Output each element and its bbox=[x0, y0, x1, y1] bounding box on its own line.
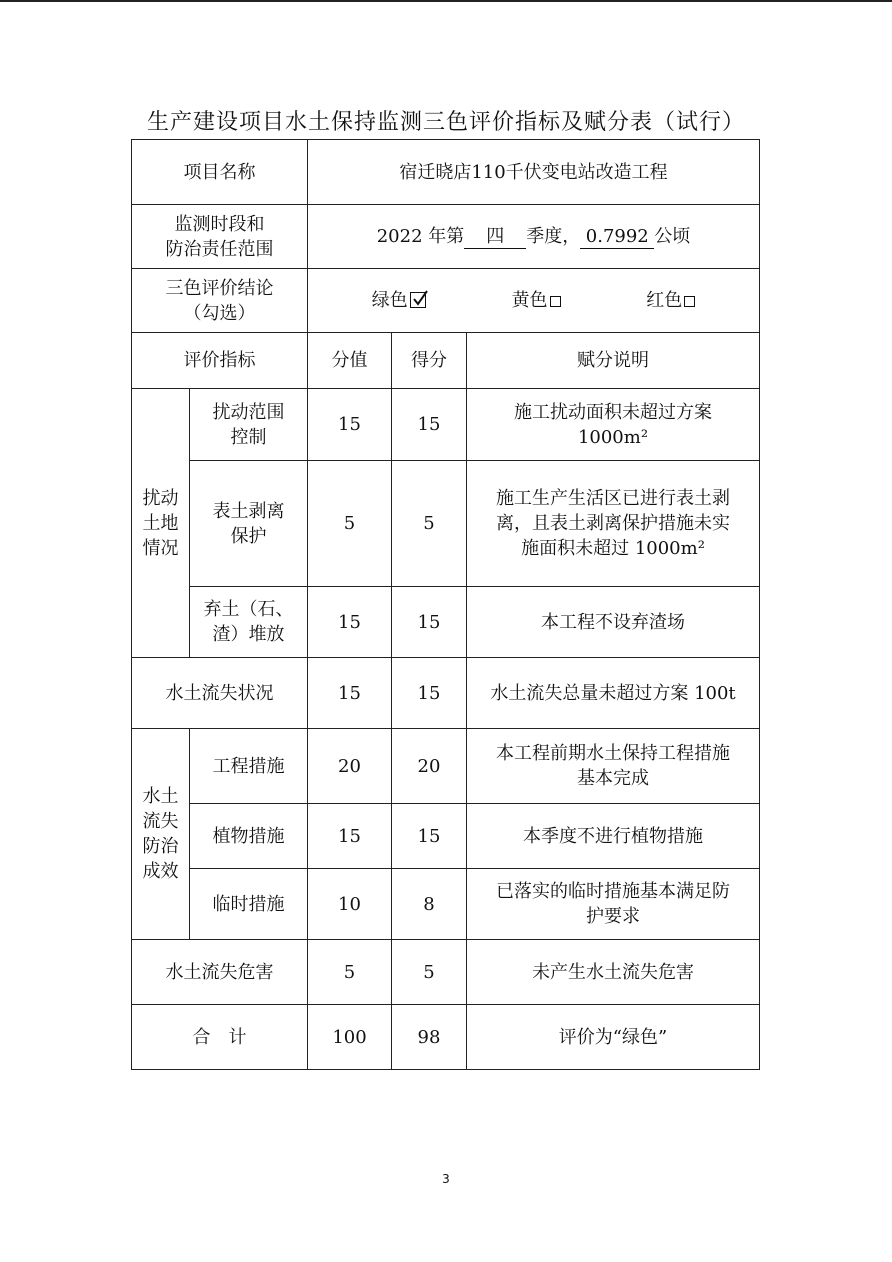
red-option[interactable] bbox=[646, 290, 695, 311]
group-label-line: 土地 bbox=[142, 512, 179, 534]
row-name: 水土流失状况 bbox=[132, 658, 308, 729]
period-value bbox=[308, 205, 760, 269]
table-row bbox=[132, 729, 760, 804]
row-name bbox=[190, 389, 308, 461]
conclusion-label-line: 三色评价结论 bbox=[165, 277, 274, 299]
yellow-option[interactable] bbox=[512, 290, 561, 311]
conclusion-row bbox=[132, 269, 760, 333]
row-name: 植物措施 bbox=[190, 804, 308, 869]
conclusion-options bbox=[308, 269, 760, 333]
row-note bbox=[467, 729, 760, 804]
row-note: 水土流失总量未超过方案 100t bbox=[467, 658, 760, 729]
group-label-line: 流失 bbox=[142, 811, 179, 832]
document-title: 生产建设项目水土保持监测三色评价指标及赋分表（试行） bbox=[146, 110, 745, 135]
row-name: 工程措施 bbox=[190, 729, 308, 804]
top-border-line bbox=[0, 0, 892, 2]
row-score: 5 bbox=[392, 940, 467, 1005]
row-note-line: 离，且表土剥离保护措施未实 bbox=[496, 513, 730, 534]
unchecked-box-icon[interactable] bbox=[684, 296, 695, 307]
row-value: 5 bbox=[308, 940, 392, 1005]
row-note-line: 已落实的临时措施基本满足防 bbox=[496, 881, 730, 902]
row-score: 15 bbox=[392, 389, 467, 461]
row-name-line: 弃土（石、 bbox=[203, 599, 294, 620]
table-row bbox=[132, 587, 760, 658]
row-name bbox=[190, 587, 308, 658]
red-label: 红色 bbox=[646, 290, 683, 311]
green-label: 绿色 bbox=[371, 290, 408, 311]
table-row bbox=[132, 804, 760, 869]
row-value: 20 bbox=[308, 729, 392, 804]
row-note-line: 1000m² bbox=[577, 426, 649, 448]
project-name-label: 项目名称 bbox=[132, 140, 308, 205]
year-text: 2022 年第 bbox=[376, 226, 465, 247]
total-value: 100 bbox=[308, 1005, 392, 1070]
header-indicator: 评价指标 bbox=[132, 333, 308, 389]
row-value: 10 bbox=[308, 869, 392, 940]
checked-box-icon[interactable] bbox=[410, 292, 426, 308]
row-score: 15 bbox=[392, 587, 467, 658]
row-score: 5 bbox=[392, 461, 467, 587]
row-value: 15 bbox=[308, 389, 392, 461]
page-number: 3 bbox=[442, 1172, 450, 1186]
period-label-line: 防治责任范围 bbox=[165, 238, 274, 260]
row-note bbox=[467, 461, 760, 587]
area-value: 0.7992 bbox=[580, 226, 654, 249]
total-note: 评价为“绿色” bbox=[467, 1005, 760, 1070]
project-name-value: 宿迁晓店110千伏变电站改造工程 bbox=[308, 140, 760, 205]
row-note-line: 施工扰动面积未超过方案 bbox=[514, 401, 712, 423]
evaluation-table bbox=[131, 139, 760, 1070]
row-name-line: 扰动范围 bbox=[212, 401, 285, 423]
row-value: 5 bbox=[308, 461, 392, 587]
green-option[interactable] bbox=[372, 290, 426, 311]
group-control-label bbox=[132, 729, 190, 940]
row-name-line: 控制 bbox=[230, 426, 267, 448]
row-value: 15 bbox=[308, 658, 392, 729]
table-row bbox=[132, 940, 760, 1005]
row-note-line: 施工生产生活区已进行表土剥 bbox=[496, 488, 730, 509]
conclusion-label-line: （勾选） bbox=[183, 302, 256, 324]
total-label: 合 计 bbox=[132, 1005, 308, 1070]
row-note: 本工程不设弃渣场 bbox=[467, 587, 760, 658]
header-value: 分值 bbox=[308, 333, 392, 389]
group-label-line: 成效 bbox=[142, 861, 179, 882]
season-suffix: 季度， bbox=[526, 226, 581, 247]
row-score: 15 bbox=[392, 658, 467, 729]
season-value: 四 bbox=[464, 226, 526, 249]
row-note-line: 基本完成 bbox=[577, 768, 649, 789]
group-disturbance-label bbox=[132, 389, 190, 658]
row-value: 15 bbox=[308, 804, 392, 869]
group-label-line: 防治 bbox=[142, 836, 179, 857]
project-name-row bbox=[132, 140, 760, 205]
yellow-label: 黄色 bbox=[511, 290, 548, 311]
header-row bbox=[132, 333, 760, 389]
group-label-line: 水土 bbox=[142, 786, 179, 807]
group-label-line: 情况 bbox=[142, 537, 179, 559]
row-name bbox=[190, 461, 308, 587]
period-row bbox=[132, 205, 760, 269]
period-label-line: 监测时段和 bbox=[174, 213, 265, 235]
row-note bbox=[467, 869, 760, 940]
total-row bbox=[132, 1005, 760, 1070]
row-score: 20 bbox=[392, 729, 467, 804]
row-name: 水土流失危害 bbox=[132, 940, 308, 1005]
row-note: 未产生水土流失危害 bbox=[467, 940, 760, 1005]
row-name-line: 保护 bbox=[230, 525, 267, 547]
row-note: 本季度不进行植物措施 bbox=[467, 804, 760, 869]
header-note: 赋分说明 bbox=[467, 333, 760, 389]
table-row bbox=[132, 389, 760, 461]
table-row bbox=[132, 658, 760, 729]
row-note-line: 施面积未超过 1000m² bbox=[521, 538, 705, 559]
table-row bbox=[132, 461, 760, 587]
unchecked-box-icon[interactable] bbox=[550, 296, 561, 307]
group-label-line: 扰动 bbox=[142, 487, 179, 509]
row-value: 15 bbox=[308, 587, 392, 658]
row-name: 临时措施 bbox=[190, 869, 308, 940]
period-label bbox=[132, 205, 308, 269]
table-row bbox=[132, 869, 760, 940]
row-note-line: 护要求 bbox=[586, 906, 640, 927]
conclusion-label bbox=[132, 269, 308, 333]
row-score: 15 bbox=[392, 804, 467, 869]
total-score: 98 bbox=[392, 1005, 467, 1070]
area-unit: 公顷 bbox=[654, 226, 691, 247]
row-name-line: 渣）堆放 bbox=[212, 624, 285, 645]
header-score: 得分 bbox=[392, 333, 467, 389]
row-name-line: 表土剥离 bbox=[212, 500, 285, 522]
row-note-line: 本工程前期水土保持工程措施 bbox=[496, 743, 730, 764]
row-score: 8 bbox=[392, 869, 467, 940]
row-note bbox=[467, 389, 760, 461]
